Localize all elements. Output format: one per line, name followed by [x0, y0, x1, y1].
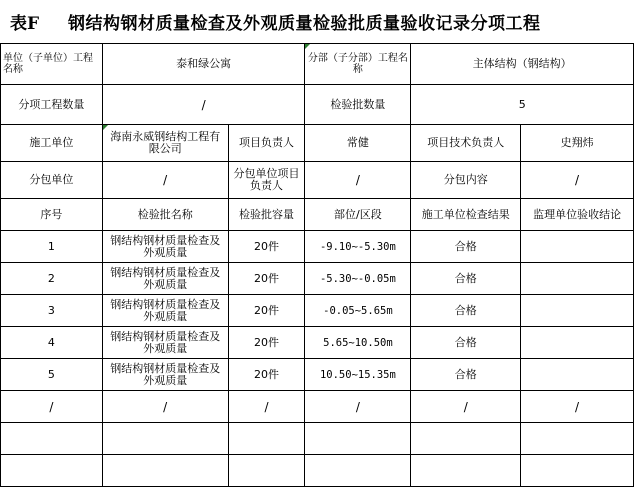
row-conclusion[interactable]	[521, 231, 634, 263]
empty-cell[interactable]	[102, 455, 228, 487]
item-qty-value[interactable]: /	[102, 85, 305, 125]
part-label: 分部（子分部）工程名称	[305, 44, 411, 85]
row-conclusion[interactable]	[521, 359, 634, 391]
inspection-record-table	[0, 43, 634, 487]
row-no: 4	[1, 327, 103, 359]
row-qty[interactable]: /	[228, 391, 305, 423]
unit-label: 单位（子单位）工程名称	[1, 44, 103, 85]
row-qty[interactable]: 20件	[228, 231, 305, 263]
header-row-sub	[1, 162, 634, 199]
empty-cell[interactable]	[411, 455, 521, 487]
col-header-conclusion: 监理单位验收结论	[521, 199, 634, 231]
row-result[interactable]: 合格	[411, 231, 521, 263]
table-row	[1, 359, 634, 391]
tech-value[interactable]: 史翔炜	[521, 125, 634, 162]
empty-cell[interactable]	[305, 455, 411, 487]
table-row	[1, 391, 634, 423]
pm-value[interactable]: 常健	[305, 125, 411, 162]
row-no: 5	[1, 359, 103, 391]
unit-value[interactable]: 泰和绿公寓	[102, 44, 305, 85]
row-result[interactable]: 合格	[411, 327, 521, 359]
col-header-no: 序号	[1, 199, 103, 231]
row-qty[interactable]: 20件	[228, 295, 305, 327]
sub-content-value[interactable]: /	[521, 162, 634, 199]
part-value[interactable]: 主体结构（钢结构）	[411, 44, 634, 85]
row-result[interactable]: 合格	[411, 263, 521, 295]
row-part[interactable]: -5.30~-0.05m	[305, 263, 411, 295]
column-header-row	[1, 199, 634, 231]
tech-label: 项目技术负责人	[411, 125, 521, 162]
row-name[interactable]: 钢结构钢材质量检查及外观质量	[102, 327, 228, 359]
row-no: 3	[1, 295, 103, 327]
row-part[interactable]: -9.10~-5.30m	[305, 231, 411, 263]
contractor-label: 施工单位	[1, 125, 103, 162]
header-row-unit	[1, 44, 634, 85]
row-no: 1	[1, 231, 103, 263]
row-result[interactable]: /	[411, 391, 521, 423]
row-no: 2	[1, 263, 103, 295]
empty-cell[interactable]	[228, 423, 305, 455]
row-name[interactable]: 钢结构钢材质量检查及外观质量	[102, 263, 228, 295]
row-conclusion[interactable]	[521, 263, 634, 295]
row-part[interactable]: 5.65~10.50m	[305, 327, 411, 359]
col-header-result: 施工单位检查结果	[411, 199, 521, 231]
row-part[interactable]: /	[305, 391, 411, 423]
col-header-part: 部位/区段	[305, 199, 411, 231]
row-conclusion[interactable]	[521, 327, 634, 359]
row-part[interactable]: -0.05~5.65m	[305, 295, 411, 327]
header-row-contractor	[1, 125, 634, 162]
empty-row	[1, 423, 634, 455]
col-header-qty: 检验批容量	[228, 199, 305, 231]
sub-content-label: 分包内容	[411, 162, 521, 199]
empty-cell[interactable]	[411, 423, 521, 455]
sub-label: 分包单位	[1, 162, 103, 199]
row-conclusion[interactable]	[521, 295, 634, 327]
sub-value[interactable]: /	[102, 162, 228, 199]
empty-cell[interactable]	[521, 423, 634, 455]
batch-qty-value[interactable]: 5	[411, 85, 634, 125]
pm-label: 项目负责人	[228, 125, 305, 162]
batch-qty-label: 检验批数量	[305, 85, 411, 125]
row-name[interactable]: 钢结构钢材质量检查及外观质量	[102, 295, 228, 327]
form-code: 表F	[10, 14, 40, 34]
col-header-name: 检验批名称	[102, 199, 228, 231]
table-row	[1, 295, 634, 327]
empty-cell[interactable]	[305, 423, 411, 455]
row-name[interactable]: 钢结构钢材质量检查及外观质量	[102, 359, 228, 391]
contractor-value[interactable]: 海南永威钢结构工程有限公司	[102, 125, 228, 162]
row-name[interactable]: 钢结构钢材质量检查及外观质量	[102, 231, 228, 263]
form-title: 钢结构钢材质量检查及外观质量检验批质量验收记录分项工程	[68, 14, 541, 34]
table-row	[1, 263, 634, 295]
row-result[interactable]: 合格	[411, 359, 521, 391]
table-row	[1, 327, 634, 359]
header-row-qty	[1, 85, 634, 125]
row-name[interactable]: /	[102, 391, 228, 423]
row-qty[interactable]: 20件	[228, 359, 305, 391]
row-conclusion[interactable]: /	[521, 391, 634, 423]
row-qty[interactable]: 20件	[228, 327, 305, 359]
document-title	[0, 0, 634, 40]
empty-cell[interactable]	[1, 423, 103, 455]
empty-cell[interactable]	[228, 455, 305, 487]
empty-cell[interactable]	[521, 455, 634, 487]
row-part[interactable]: 10.50~15.35m	[305, 359, 411, 391]
row-result[interactable]: 合格	[411, 295, 521, 327]
empty-cell[interactable]	[102, 423, 228, 455]
empty-row	[1, 455, 634, 487]
item-qty-label: 分项工程数量	[1, 85, 103, 125]
empty-cell[interactable]	[1, 455, 103, 487]
sub-pm-label: 分包单位项目负责人	[228, 162, 305, 199]
row-no: /	[1, 391, 103, 423]
row-qty[interactable]: 20件	[228, 263, 305, 295]
table-row	[1, 231, 634, 263]
sub-pm-value[interactable]: /	[305, 162, 411, 199]
